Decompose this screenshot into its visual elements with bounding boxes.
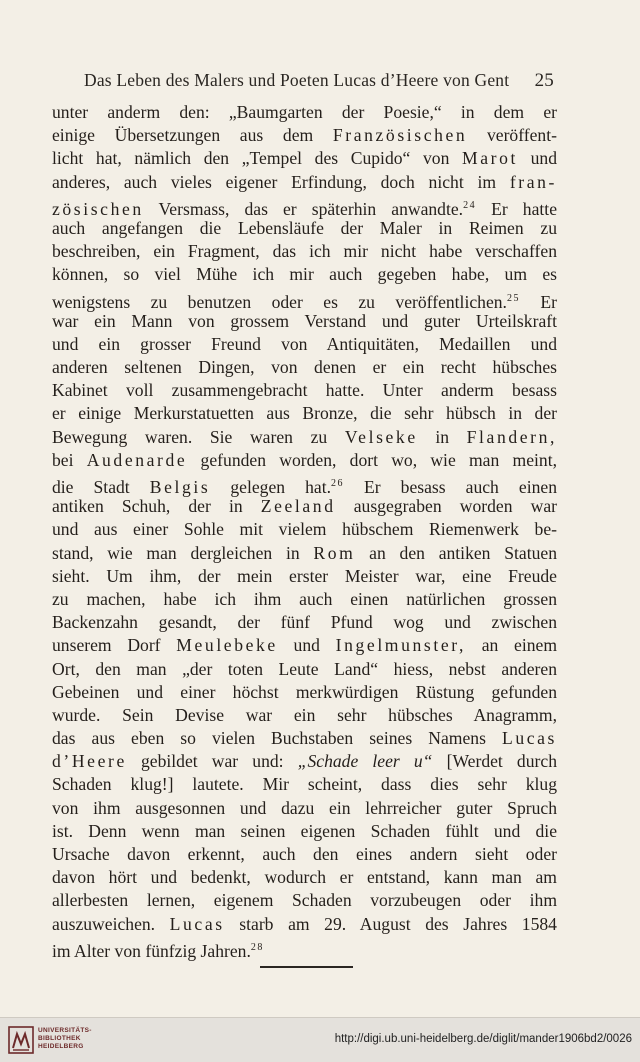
text-run: Backenzahn gesandt, der fünf Pfund wog und zwischen bbox=[52, 612, 557, 633]
spaced-name: Ingelmunster, bbox=[335, 635, 466, 656]
spaced-name: Velseke bbox=[344, 426, 418, 447]
text-line bbox=[52, 727, 557, 750]
text-run: Bewegung waren. Sie waren zu bbox=[52, 426, 345, 447]
text-run: Schaden klug!] lautete. Mir scheint, dass dies sehr klug bbox=[52, 774, 557, 795]
text-line bbox=[52, 356, 557, 379]
text-run: [Werdet durch bbox=[432, 751, 557, 772]
text-run: auszuweichen. bbox=[52, 913, 170, 934]
text-run: anderes, auch vieles eigener Erfindung, doch nicht im bbox=[52, 171, 510, 192]
text-run: an einem bbox=[465, 635, 558, 656]
text-line bbox=[52, 634, 557, 657]
text-line bbox=[52, 217, 557, 240]
page-number: 25 bbox=[534, 70, 554, 91]
text-line bbox=[52, 402, 557, 425]
text-line bbox=[52, 936, 557, 959]
text-run: beschreiben, ein Fragment, das ich mir nicht habe verschaffen bbox=[52, 241, 557, 262]
spaced-name: d’Heere bbox=[52, 751, 127, 772]
text-run: und aus einer Sohle mit vielem hübschem Riemenwerk be- bbox=[52, 519, 557, 540]
text-line bbox=[52, 147, 557, 170]
spaced-name: Meulebeke bbox=[176, 635, 278, 656]
text-line bbox=[52, 171, 557, 194]
text-run: Ursache davon erkennt, auch den eines andern sieht oder bbox=[52, 844, 557, 864]
text-line bbox=[52, 379, 557, 402]
text-line bbox=[52, 889, 557, 912]
text-line bbox=[52, 449, 557, 472]
spaced-name: Lucas bbox=[501, 728, 557, 749]
text-run: veröffent- bbox=[467, 125, 557, 146]
text-run: die Stadt bbox=[52, 476, 150, 497]
text-run: Er bbox=[519, 291, 557, 312]
text-run: war ein Mann von grossem Verstand und guter Urteilskraft bbox=[52, 310, 557, 331]
text-line bbox=[52, 518, 557, 541]
body-text bbox=[52, 101, 557, 959]
text-run: das aus eben so vielen Buchstaben seines Namens bbox=[52, 728, 502, 749]
text-line bbox=[52, 426, 557, 449]
text-line bbox=[52, 681, 557, 704]
text-run: anderen seltenen Dingen, von denen er ein recht hübsches bbox=[52, 357, 557, 378]
text-run: stand, wie man dergleichen in bbox=[52, 542, 314, 563]
text-run: gelegen hat. bbox=[210, 476, 331, 497]
spaced-name: Audenarde bbox=[86, 449, 188, 470]
text-run: starb am 29. August des Jahres 1584 bbox=[224, 913, 557, 934]
text-run: wenigstens zu benutzen oder es zu veröffentlichen. bbox=[52, 291, 507, 312]
text-run: davon hört und bedenkt, wodurch er entstand, kann man am bbox=[52, 867, 557, 888]
spaced-name: fran- bbox=[509, 171, 557, 192]
italic-motto: „Schade leer u“ bbox=[297, 751, 433, 772]
spaced-name: Marot bbox=[461, 148, 518, 169]
text-run: Kabinet voll zusammengebracht hatte. Unter anderm besass bbox=[52, 380, 557, 401]
text-run: sieht. Um ihm, der mein erster Meister war, eine Freude bbox=[52, 565, 557, 586]
university-seal-icon bbox=[8, 1026, 34, 1054]
text-run: von ihm ausgesonnen und dazu ein lehrreicher guter Spruch bbox=[52, 797, 557, 818]
text-line bbox=[52, 310, 557, 333]
text-run: gefunden worden, dort wo, wie man meint, bbox=[187, 449, 557, 470]
running-title: Das Leben des Malers und Poeten Lucas d’Heere von Gent bbox=[84, 70, 510, 90]
text-run: und bbox=[277, 635, 336, 656]
text-line bbox=[52, 495, 557, 518]
running-header bbox=[84, 70, 554, 91]
text-run: Ort, den man „der toten Leute Land“ hiess, nebst anderen bbox=[52, 658, 557, 679]
text-line bbox=[52, 797, 557, 820]
footnote-ref: 25 bbox=[506, 292, 520, 304]
spaced-name: Lucas bbox=[169, 913, 225, 934]
text-run: gebildet war und: bbox=[126, 751, 298, 772]
text-line bbox=[52, 124, 557, 147]
text-run: wurde. Sein Devise war ein sehr hübsches Anagramm, bbox=[52, 704, 557, 725]
text-run: an den antiken Statuen bbox=[355, 542, 557, 563]
text-line bbox=[52, 820, 557, 843]
text-line bbox=[52, 658, 557, 681]
text-line bbox=[52, 472, 557, 495]
text-line bbox=[52, 240, 557, 263]
text-line bbox=[52, 588, 557, 611]
text-line bbox=[52, 101, 557, 124]
end-rule bbox=[260, 966, 353, 968]
text-run: bei bbox=[52, 449, 87, 470]
spaced-name: Rom bbox=[313, 542, 356, 563]
text-run: ist. Denn wenn man seinen eigenen Schaden fühlt und die bbox=[52, 820, 557, 841]
text-run: licht hat, nämlich den „Tempel des Cupido“ von bbox=[52, 148, 462, 169]
footnote-ref: 24 bbox=[463, 199, 477, 211]
text-run: in bbox=[417, 426, 467, 447]
text-line bbox=[52, 287, 557, 310]
spaced-name: zösischen bbox=[52, 198, 144, 219]
text-line bbox=[52, 333, 557, 356]
text-run: auch angefangen die Lebensläufe der Maler in Reimen zu bbox=[52, 217, 557, 238]
text-run: Er hatte bbox=[476, 198, 557, 219]
text-line bbox=[52, 704, 557, 727]
spaced-name: Französischen bbox=[332, 125, 468, 146]
text-line bbox=[52, 750, 557, 773]
text-line bbox=[52, 843, 557, 866]
text-run: Gebeinen und einer höchst merkwürdigen Rüstung gefunden bbox=[52, 681, 557, 702]
text-line bbox=[52, 773, 557, 796]
text-run: können, so viel Mühe ich mir auch gegeben habe, um es bbox=[52, 264, 557, 285]
text-run: einige Übersetzungen aus dem bbox=[52, 125, 333, 146]
source-url-link[interactable]: http://digi.ub.uni-heidelberg.de/diglit/mander1906bd2/0026 bbox=[334, 1033, 632, 1045]
library-name-line: UNIVERSITÄTS- bbox=[38, 1027, 92, 1034]
spaced-name: Belgis bbox=[149, 476, 211, 497]
text-line bbox=[52, 611, 557, 634]
spaced-name: Zeeland bbox=[260, 496, 336, 517]
text-run: unter anderm den: „Baumgarten der Poesie,“ in dem er bbox=[52, 102, 557, 122]
text-line bbox=[52, 913, 557, 936]
text-run: Versmass, das er späterhin anwandte. bbox=[143, 198, 464, 219]
footnote-ref: 28 bbox=[250, 941, 264, 953]
library-name bbox=[38, 1027, 92, 1051]
text-run: im Alter von fünfzig Jahren. bbox=[52, 940, 251, 961]
text-run: er einige Merkurstatuetten aus Bronze, die sehr hübsch in der bbox=[52, 403, 557, 424]
text-run: Er besass auch einen bbox=[343, 476, 557, 497]
library-name-line: BIBLIOTHEK bbox=[38, 1035, 81, 1042]
spaced-name: Flandern, bbox=[466, 426, 558, 447]
text-line bbox=[52, 194, 557, 217]
library-footer bbox=[0, 1017, 640, 1062]
text-line bbox=[52, 542, 557, 565]
text-run: antiken Schuh, der in bbox=[52, 496, 261, 517]
text-run: und bbox=[517, 148, 557, 169]
text-run: ausgegraben worden war bbox=[335, 496, 557, 517]
text-run: und ein grosser Freund von Antiquitäten, Medaillen und bbox=[52, 333, 557, 354]
library-name-line: HEIDELBERG bbox=[38, 1043, 84, 1050]
text-run: allerbesten lernen, eigenem Schaden vorzubeugen oder ihm bbox=[52, 890, 557, 911]
text-run: zu machen, habe ich ihm auch einen natürlichen grossen bbox=[52, 588, 557, 609]
text-run: unserem Dorf bbox=[52, 635, 177, 656]
footnote-ref: 26 bbox=[330, 478, 344, 489]
text-line bbox=[52, 866, 557, 889]
text-line bbox=[52, 565, 557, 588]
text-line bbox=[52, 263, 557, 286]
